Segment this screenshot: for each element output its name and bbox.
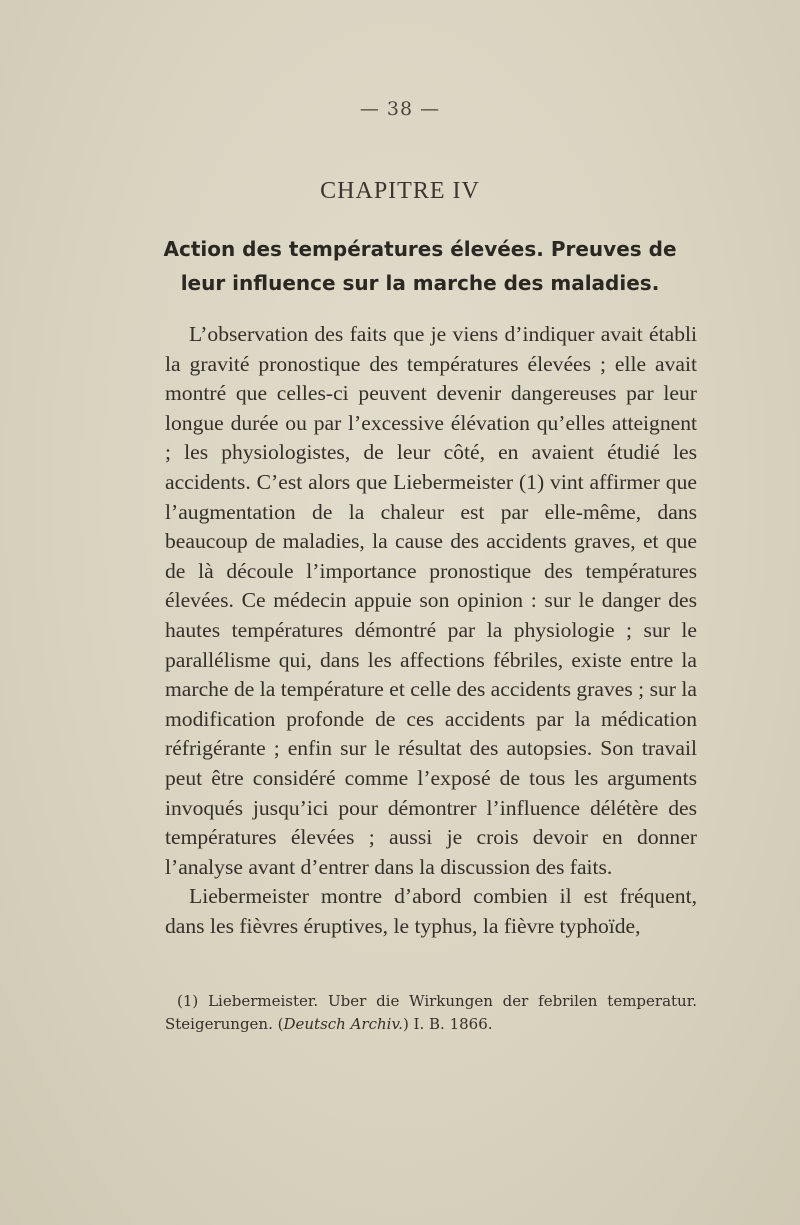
body-text: [165, 320, 697, 941]
footnote-text-before: Liebermeister. Uber die Wirkungen der febrilen temperatur. Steigerungen. (: [165, 992, 697, 1033]
chapter-heading: CHAPITRE IV: [320, 178, 480, 204]
footnote: [165, 990, 697, 1036]
footnote-marker: (1): [177, 992, 199, 1010]
footnote-text-after: ) I. B. 1866.: [402, 1015, 493, 1033]
paragraph-2: Liebermeister montre d’abord combien il est fréquent, dans les fièvres éruptives, le typhus, la fièvre typhoïde,: [165, 884, 697, 938]
chapter-title: Action des températures élevées. Preuves de leur influence sur la marche des maladies.: [163, 237, 677, 295]
paragraph-1: L’observation des faits que je viens d’indiquer avait établi la gravité pronostique des températures élevées ; elle avait montré que celles-ci peuvent devenir dangereuses par leur longue durée ou par l’excessive élévation qu’elles atteignent ; les physiologistes, de leur côté, en avaient étudié les accidents. C’est alors que Liebermeister (1) vint affirmer que l’augmentation de la chaleur est par elle-même, dans beaucoup de maladies, la cause des accidents graves, et que de là découle l’importance pronostique des températures élevées. Ce médecin appuie son opinion : sur le danger des hautes températures démontré par la physiologie ; sur le parallélisme qui, dans les affections fébriles, existe entre la marche de la température et celle des accidents graves ; sur la modification profonde de ces accidents par la médication réfrigérante ; enfin sur le résultat des autopsies. Son travail peut être considéré comme l’exposé de tous les arguments invoqués jusqu’ici pour démontrer l’influence délétère des températures élevées ; aussi je crois devoir en donner l’analyse avant d’entrer dans la discussion des faits.: [165, 322, 697, 879]
page-number: — 38 —: [359, 98, 441, 120]
footnote-journal: Deutsch Archiv.: [283, 1015, 403, 1033]
